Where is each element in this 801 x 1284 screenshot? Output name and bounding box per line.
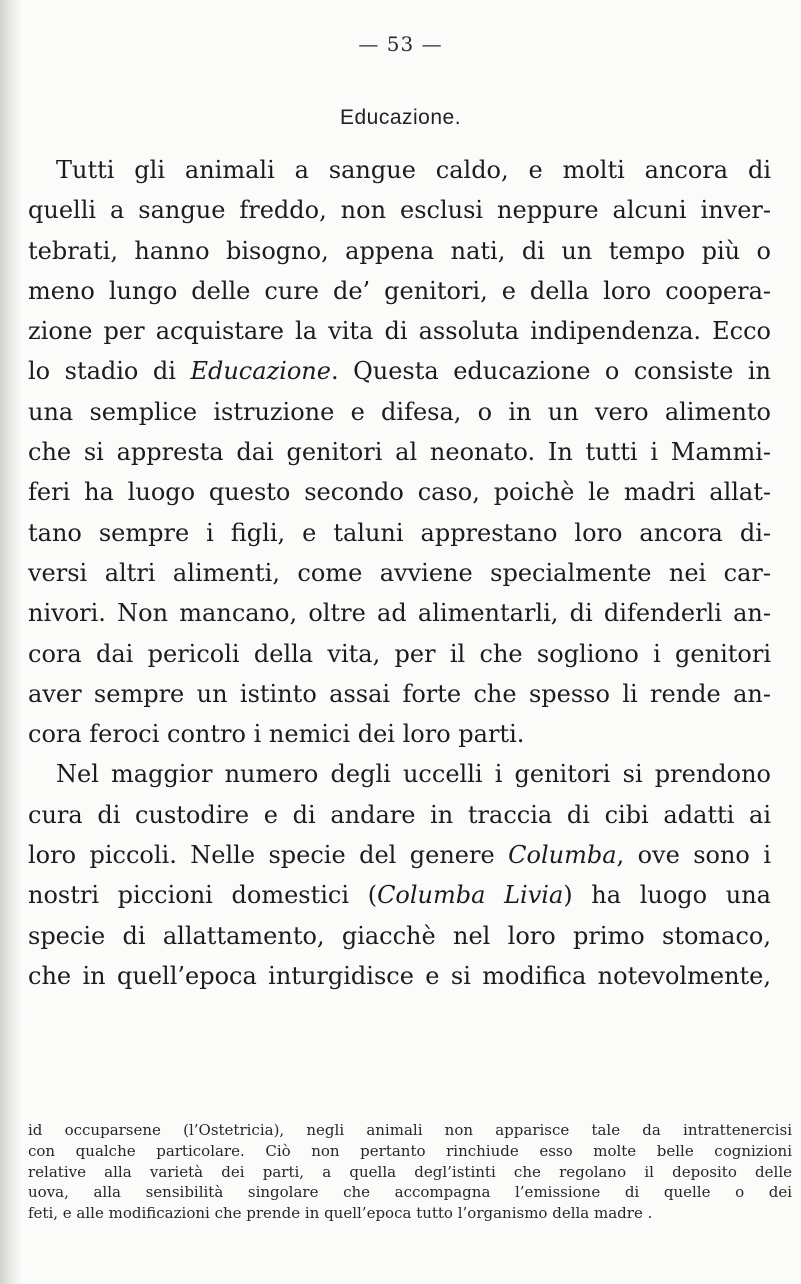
text-line: zione per acquistare la vita di assoluta indipendenza. Ecco <box>28 317 771 346</box>
text-line: nivori. Non mancano, oltre ad alimentarli, di difenderli an- <box>28 599 771 628</box>
text-segment: ) ha luogo una <box>563 881 771 910</box>
text-line <box>28 875 771 915</box>
page-number: — 53 — <box>358 32 443 56</box>
text-line: cura di custodire e di andare in traccia di cibi adatti ai <box>28 800 771 829</box>
text-line: tano sempre i figli, e taluni apprestano loro ancora di- <box>28 518 771 547</box>
text-line: tebrati, hanno bisogno, appena nati, di un tempo più o <box>28 236 771 265</box>
text-segment: . Questa educazione o consiste in <box>330 357 772 386</box>
text-line: che si appresta dai genitori al neonato. In tutti i Mammi- <box>28 438 771 467</box>
footnote-line: relative alla varietà dei parti, a quella degl’istinti che regolano il deposito delle <box>28 1162 792 1181</box>
text-line: cora dai pericoli della vita, per il che sogliono i genitori <box>28 639 771 668</box>
section-title: Educazione. <box>339 106 462 129</box>
text-segment: , ove sono i <box>616 841 771 870</box>
text-segment: nostri piccioni domestici ( <box>28 881 378 910</box>
body-text <box>28 150 771 996</box>
footnote-line: uova, alla sensibilità singolare che accompagna l’emissione di quelle o dei <box>28 1183 792 1202</box>
text-line: quelli a sangue freddo, non esclusi neppure alcuni inver- <box>28 196 771 225</box>
footnote-line: con qualche particolare. Ciò non pertanto rinchiude esso molte belle cognizioni <box>28 1141 792 1160</box>
italic-term: Educazione <box>190 357 331 386</box>
text-line: aver sempre un istinto assai forte che spesso li rende an- <box>28 679 771 708</box>
text-line: una semplice istruzione e difesa, o in un vero alimento <box>28 397 771 426</box>
footnote <box>28 1120 792 1224</box>
footnote-line: id occuparsene (l’Ostetricia), negli animali non apparisce tale da intrattenercisi <box>28 1121 792 1139</box>
text-line: cora feroci contro i nemici dei loro parti. <box>28 720 525 749</box>
text-line: Tutti gli animali a sangue caldo, e molti ancora di <box>56 156 771 184</box>
footnote-line: feti, e alle modificazioni che prende in quell’epoca tutto l’organismo della madre . <box>28 1204 653 1223</box>
italic-term: Columba <box>508 841 617 870</box>
text-line: che in quell’epoca inturgidisce e si modifica notevolmente, <box>28 961 771 990</box>
italic-term: Columba Livia <box>377 881 564 910</box>
text-segment: lo stadio di <box>28 357 191 386</box>
page-binding-shadow <box>0 0 22 1284</box>
text-line: versi altri alimenti, come avviene specialmente nei car- <box>28 558 771 587</box>
text-line <box>28 835 771 875</box>
text-line: specie di allattamento, giacchè nel loro primo stomaco, <box>28 921 771 950</box>
text-line: feri ha luogo questo secondo caso, poichè le madri allat- <box>28 478 771 507</box>
text-line: Nel maggior numero degli uccelli i genitori si prendono <box>56 760 771 789</box>
text-segment: loro piccoli. Nelle specie del genere <box>28 841 509 870</box>
text-line: meno lungo delle cure de’ genitori, e della loro coopera- <box>28 276 771 305</box>
text-line <box>28 351 771 391</box>
